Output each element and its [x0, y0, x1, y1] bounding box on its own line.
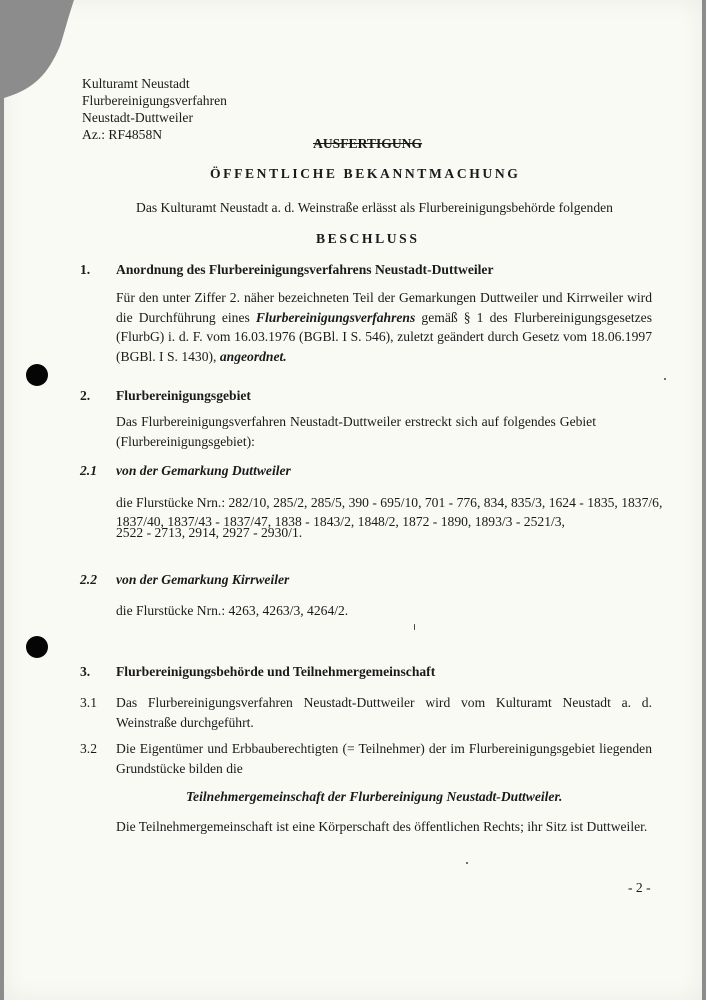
- page-number: - 2 -: [628, 880, 651, 895]
- section-2-1-line-2: 1837/40, 1837/43 - 1837/47, 1838 - 1843/2, 1848/2, 1872 - 1890, 1893/3 - 2521/3,: [116, 514, 565, 529]
- section-3-2-number: 3.2: [80, 741, 97, 756]
- beschluss-heading: BESCHLUSS: [316, 231, 420, 246]
- scan-speck: [414, 624, 415, 630]
- section-3-2-community-name: Teilnehmergemeinschaft der Flurbereinigung Neustadt-Duttweiler.: [186, 789, 563, 804]
- section-1-text: [116, 288, 652, 366]
- intro-text: Das Kulturamt Neustadt a. d. Weinstraße erlässt als Flurbereinigungsbehörde folgenden: [136, 200, 613, 215]
- punch-hole-top: [26, 364, 48, 386]
- section-1-text-ordered: angeordnet.: [219, 348, 287, 364]
- torn-corner: [4, 0, 84, 110]
- section-2-text: Das Flurbereinigungsverfahren Neustadt-Duttweiler erstreckt sich auf folgendes Gebiet (Flurbereinigungsgebiet):: [116, 414, 596, 449]
- section-2-number: 2.: [80, 388, 91, 403]
- section-1-heading: Anordnung des Flurbereinigungsverfahrens Neustadt-Duttweiler: [116, 262, 494, 277]
- header-reference: Az.: RF4858N: [82, 127, 163, 142]
- section-1-text-c: gemäß § 1 des Flurbereinigungsgesetzes (FlurbG) i. d. F. vom 16.03.1976 (BGBl. I S. 546), zuletzt geändert durch Gesetz vom 18.06.1997 (BGBl. I S. 1430),: [116, 309, 652, 364]
- section-1-text-a: Für den unter Ziffer 2. näher bezeichneten Teil der Gemarkungen Duttweiler und Kirrweiler wird die Durchführung eines: [116, 290, 652, 325]
- section-2-1-heading: von der Gemarkung Duttweiler: [116, 463, 291, 478]
- header-location: Neustadt-Duttweiler: [82, 110, 193, 125]
- scan-speck: [466, 862, 468, 864]
- section-2-2-number: 2.2: [80, 572, 97, 587]
- section-3-2-after-text: Die Teilnehmergemeinschaft ist eine Körperschaft des öffentlichen Rechts; ihr Sitz ist Duttweiler.: [116, 819, 648, 834]
- section-3-2-text: Die Eigentümer und Erbbauberechtigten (= Teilnehmer) der im Flurbereinigungsgebiet liegenden Grundstücke bilden die: [116, 741, 652, 776]
- stamp-ausfertigung: AUSFERTIGUNG: [313, 136, 423, 151]
- punch-hole-bottom: [26, 636, 48, 658]
- section-3-heading: Flurbereinigungsbehörde und Teilnehmergemeinschaft: [116, 664, 436, 679]
- section-2-1-line-3: 2522 - 2713, 2914, 2927 - 2930/1.: [116, 525, 303, 540]
- section-2-1-line-1: die Flurstücke Nrn.: 282/10, 285/2, 285/5, 390 - 695/10, 701 - 776, 834, 835/3, 1624 - 1835, 1837/6,: [116, 495, 663, 510]
- header-procedure: Flurbereinigungsverfahren: [82, 93, 227, 108]
- section-2-2-text: die Flurstücke Nrn.: 4263, 4263/3, 4264/2.: [116, 603, 349, 618]
- section-1-text-emphasis: Flurbereinigungsverfahrens: [255, 309, 416, 325]
- section-3-1-text: Das Flurbereinigungsverfahren Neustadt-Duttweiler wird vom Kulturamt Neustadt a. d. Weinstraße durchgeführt.: [116, 695, 652, 730]
- section-2-1-number: 2.1: [80, 463, 97, 478]
- section-2-2-heading: von der Gemarkung Kirrweiler: [116, 572, 290, 587]
- section-3-number: 3.: [80, 664, 91, 679]
- section-3-1-number: 3.1: [80, 695, 97, 710]
- section-1-number: 1.: [80, 262, 91, 277]
- document-title: ÖFFENTLICHE BEKANNTMACHUNG: [210, 166, 521, 181]
- section-2-heading: Flurbereinigungsgebiet: [116, 388, 251, 403]
- scan-speck: [664, 378, 666, 380]
- header-office: Kulturamt Neustadt: [82, 76, 190, 91]
